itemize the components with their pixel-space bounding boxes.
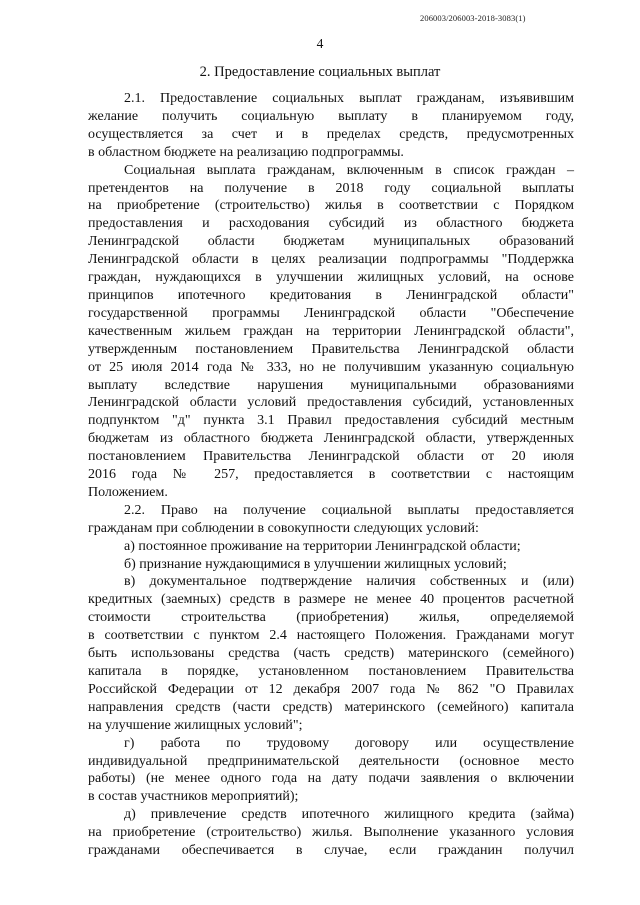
section-title: 2. Предоставление социальных выплат [199, 64, 441, 80]
text-line: выплату вследствие нарушения муниципальными образованиями [88, 377, 574, 393]
text-line: принципов ипотечного кредитования в Ленинградской области" [88, 287, 574, 303]
text-line: быть использованы средства (часть средств) материнского (семейного) [88, 646, 574, 662]
text-line: стоимости строительства (приобретения) жилья, определяемой [88, 610, 574, 626]
text-line: г) работа по трудовому договору или осуществление [124, 735, 574, 751]
text-line: постановлением Правительства Ленинградской области от 20 июля [88, 449, 574, 465]
text-line: направления средств (части средств) материнского (семейного) капитала [88, 699, 574, 715]
text-line: утвержденным постановлением Правительства Ленинградской области [88, 341, 574, 357]
text-line: в областном бюджете на реализацию подпрограммы. [88, 144, 404, 160]
text-line: б) признание нуждающимися в улучшении жилищных условий; [124, 556, 507, 572]
text-line: гражданами обеспечивается в случае, если гражданин получил [88, 843, 574, 859]
text-line: Ленинградской области в целях реализации подпрограммы "Поддержка [88, 252, 574, 268]
text-line: в соответствии с пунктом 2.4 настоящего Положения. Гражданами могут [88, 628, 574, 644]
text-line: государственной программы Ленинградской области "Обеспечение [88, 305, 574, 321]
text-line: а) постоянное проживание на территории Ленинградской области; [124, 538, 521, 554]
text-line: на приобретение (строительство) жилья в соответствии с Порядком [88, 198, 574, 214]
body-text [88, 90, 574, 860]
text-line: осуществляется за счет и в пределах средств, предусмотренных [88, 126, 574, 142]
text-line: подпунктом "д" пункта 3.1 Правил предоставления субсидий местным [88, 413, 574, 429]
text-line: капитала в порядке, установленном постановлением Правительства [88, 664, 574, 679]
text-line: Российской Федерации от 12 декабря 2007 года № 862 "О Правилах [88, 681, 574, 697]
document-id: 206003/206003-2018-3083(1) [420, 13, 526, 23]
text-line: в) документальное подтверждение наличия собственных и (или) [124, 574, 574, 590]
text-line: 2016 года № 257, предоставляется в соответствии с настоящим [88, 467, 574, 483]
text-line: бюджетам из областного бюджета Ленинградской области, утвержденных [88, 431, 574, 447]
text-line: на приобретение (строительство) жилья. Выполнение указанного условия [88, 825, 574, 841]
text-line: желание получить социальную выплату в планируемом году, [88, 108, 574, 124]
text-line: Социальная выплата гражданам, включенным в список граждан – [124, 162, 574, 178]
text-line: претендентов на получение в 2018 году социальной выплаты [88, 180, 574, 196]
text-line: граждан, нуждающихся в улучшении жилищных условий, на основе [88, 270, 574, 286]
text-line: на улучшение жилищных условий"; [88, 717, 303, 733]
text-line: гражданам при соблюдении в совокупности следующих условий: [88, 520, 479, 536]
text-line: 2.2. Право на получение социальной выплаты предоставляется [124, 502, 574, 518]
text-line: в состав участников мероприятий); [88, 789, 299, 805]
text-line: 2.1. Предоставление социальных выплат гражданам, изъявившим [124, 91, 574, 106]
text-line: индивидуальной предпринимательской деятельности (основное место [88, 753, 574, 769]
text-line: от 25 июля 2014 года № 333, но не получившим указанную социальную [88, 359, 574, 375]
text-line: кредитных (заемных) средств в размере не менее 40 процентов расчетной [88, 592, 574, 608]
text-line: предоставления и расходования субсидий из областного бюджета [88, 216, 574, 232]
text-line: работы) (не менее одного года на дату подачи заявления о включении [88, 771, 574, 787]
text-line: качественным жильем граждан на территории Ленинградской области", [88, 323, 574, 339]
text-line: Ленинградской области условий предоставления субсидий, установленных [88, 395, 574, 411]
text-line: д) привлечение средств ипотечного жилищного кредита (займа) [124, 807, 574, 823]
text-line: Ленинградской области бюджетам муниципальных образований [88, 234, 574, 250]
page-number: 4 [316, 36, 324, 51]
text-line: Положением. [88, 484, 168, 500]
